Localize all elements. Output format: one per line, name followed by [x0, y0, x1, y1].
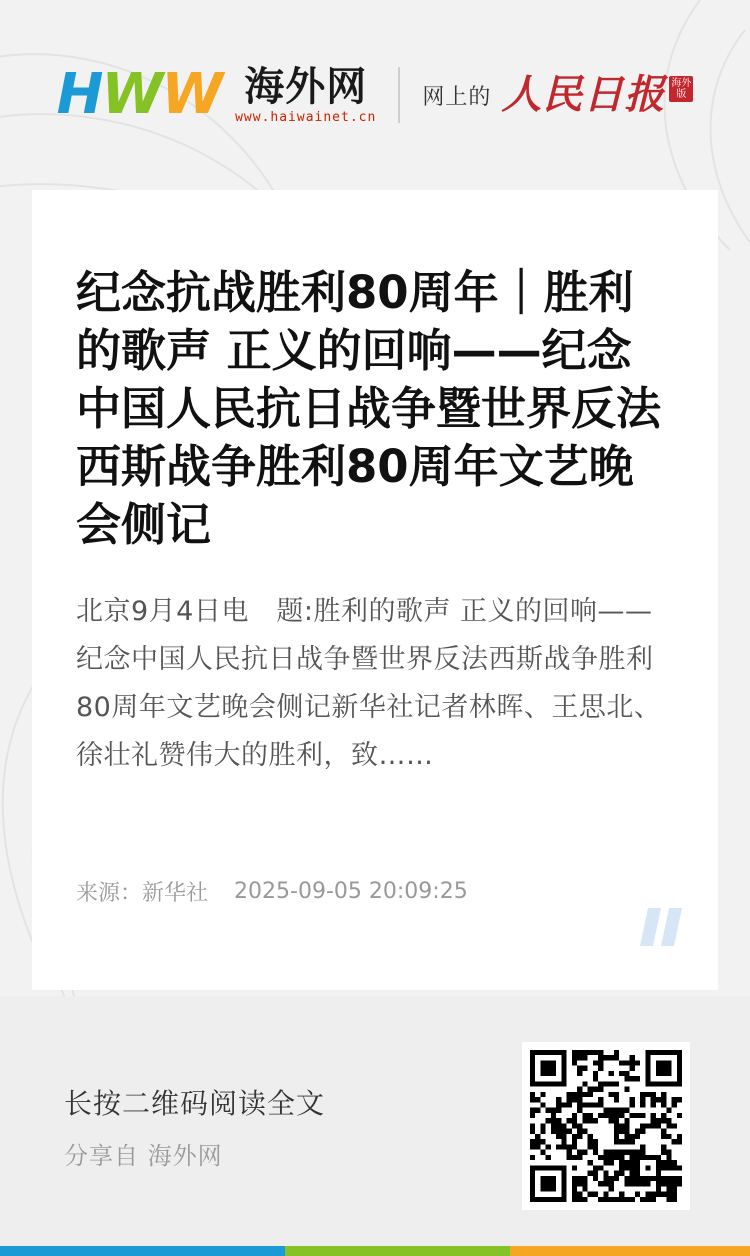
article-title: 纪念抗战胜利80周年｜胜利的歌声 正义的回响——纪念中国人民抗日战争暨世界反法西斯战争胜利80周年文艺晚会侧记 — [76, 266, 662, 551]
hww-logo — [56, 62, 222, 127]
bottom-color-bar — [0, 1246, 750, 1256]
bottom-bar-green — [285, 1246, 510, 1256]
logo-letter-w2: W — [161, 62, 222, 127]
site-header — [0, 0, 750, 190]
share-footer — [0, 996, 750, 1256]
bottom-bar-orange — [510, 1246, 750, 1256]
logo-letter-h: H — [56, 62, 102, 127]
scan-cta: 长按二维码阅读全文 — [64, 1086, 326, 1120]
site-name-block — [235, 63, 377, 125]
article-card — [32, 190, 718, 990]
source-label: 来源： — [76, 881, 143, 906]
bottom-bar-blue — [0, 1246, 285, 1256]
partner-edition-line1: 海外 — [671, 78, 692, 89]
partner-edition-badge — [669, 76, 693, 102]
share-text-block — [64, 1082, 325, 1171]
site-url: www.haiwainet.cn — [235, 109, 377, 125]
source-name: 新华社 — [142, 881, 209, 906]
partner-edition-line2: 版 — [676, 89, 687, 100]
article-source — [76, 876, 208, 907]
logo-letter-w1: W — [101, 62, 162, 127]
partner-prefix: 网上的 — [422, 84, 492, 110]
site-name: 海外网 — [244, 63, 368, 110]
header-divider — [398, 67, 400, 123]
brand-lockup — [56, 62, 694, 127]
share-from: 分享自 海外网 — [64, 1141, 223, 1170]
article-meta — [76, 876, 674, 907]
article-summary: 北京9月4日电 题:胜利的歌声 正义的回响——纪念中国人民抗日战争暨世界反法西斯战争胜利80周年文艺晚会侧记新华社记者林晖、王思北、徐壮礼赞伟大的胜利，致…… — [76, 596, 662, 771]
partner-name: 人民日报 — [501, 71, 666, 118]
quote-decoration-icon — [640, 908, 682, 946]
qr-code[interactable] — [522, 1042, 690, 1210]
article-timestamp: 2025-09-05 20:09:25 — [234, 879, 468, 904]
partner-lockup — [422, 71, 693, 118]
